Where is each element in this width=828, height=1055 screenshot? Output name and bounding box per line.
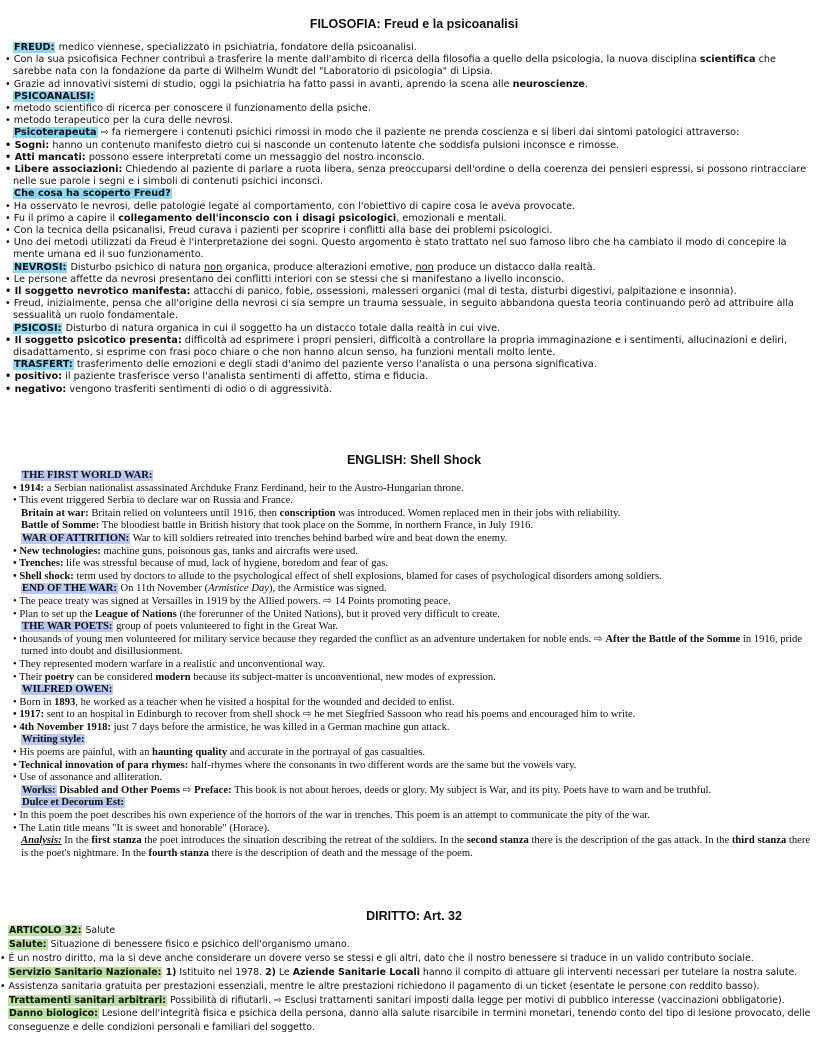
psicoterapeuta-line: Psicoterapeuta ⇨ fa riemergere i contenuti psichici rimossi in modo che il paziente ne prenda coscienza e si liberi dai sintomi patologici attraverso: <box>14 127 740 139</box>
works-line: Works: Disabled and Other Poems ⇨ Preface: This book is not about heroes, deeds or glory. My subject is War, and its pity. Poets have to warn and be truthful. <box>22 784 712 796</box>
english-section <box>0 452 828 860</box>
list-item: • In this poem the poet describes his own experience of the horrors of the war in trenches. This poem is an attempt to communicate the pity of the war. <box>13 810 650 822</box>
list-item: • Shell shock: term used by doctors to allude to the psychological effect of shell explosions, blamed for cases of psychological disorders among soldiers. <box>13 570 662 582</box>
list-item: • É un nostro diritto, ma la si deve anche considerare un dovere verso se stessi e gli altri, dato che il nostro benessere si traduce in un valido contributo sociale. <box>0 952 754 964</box>
list-item: • Grazie ad innovativi sistemi di studio, oggi la psichiatria ha fatto passi in avanti, aprendo la scena alle neuroscienze. <box>5 78 588 90</box>
freud-line: FREUD: medico viennese, specializzato in psichiatria, fondatore della psicoanalisi. <box>14 42 417 53</box>
psicosi-line: PSICOSI: Disturbo di natura organica in cui il soggetto ha un distacco totale dalla realtà in cui vive. <box>14 322 501 334</box>
list-item: • Uno dei metodi utilizzati da Freud è l'interpretazione dei sogni. Questo argomento è stato trattato nel suo famoso libro che ha cambiato il modo di concepire la mente umana ed il suo funzionamento. <box>5 237 787 261</box>
list-item: • positivo: il paziente trasferisce verso l'analista sentimenti di affetto, stima e fiducia. <box>5 371 429 383</box>
list-item: • thousands of young men volunteered for military service because they regarded the conflict as an adventure undertaken for noble ends. ⇨ After the Battle of the Somme in 1916, pride turned into doubt and disillusionment. <box>13 633 803 658</box>
list-item: • Le persone affette da nevrosi presentano dei conflitti interiori con se stessi che si manifestano a livello inconscio. <box>5 273 564 285</box>
poets-line: THE WAR POETS: group of poets volunteered to fight in the Great War. <box>22 621 339 633</box>
articolo-line: ARTICOLO 32: Salute <box>9 925 116 936</box>
transfert-line: TRASFERT: trasferimento delle emozioni e degli stadi d'animo del paziente verso l'analista o una persona significativa. <box>14 359 597 371</box>
filosofia-section <box>0 16 828 396</box>
list-item: • This event triggered Serbia to declare war on Russia and France. <box>13 495 294 507</box>
list-item: • Their poetry can be considered modern because its subject-matter is unconventional, new modes of expression. <box>13 671 496 683</box>
style-heading: Writing style: <box>22 734 85 746</box>
list-item: • Atti mancati: possono essere interpretati come un messaggio del nostro inconscio. <box>5 151 425 163</box>
list-item: • Born in 1893, he worked as a teacher when he visited a hospital for the wounded and decided to enlist. <box>13 696 455 708</box>
list-item: • 1914: a Serbian nationalist assassinated Archduke Franz Ferdinand, heir to the Austro-Hungarian throne. <box>13 482 464 494</box>
list-item: • His poems are painful, with an haunting quality and accurate in the portrayal of gas casualties. <box>13 747 426 759</box>
attrition-line: WAR OF ATTRITION: War to kill soldiers retreated into trenches behind barbed wire and beat down the enemy. <box>22 532 508 544</box>
somme-line: Battle of Somme: The bloodiest battle in British history that took place on the Somme, in northern France, in July 1916. <box>21 520 534 532</box>
list-item: • Sogni: hanno un contenuto manifesto dietro cui si nasconde un contenuto latente che soddisfa pulsioni inconsce e rimosse. <box>5 139 620 151</box>
dulce-heading: Dulce et Decorum Est: <box>22 797 125 809</box>
list-item: • Ha osservato le nevrosi, delle patologie legate al comportamento, con l'obiettivo di capire cosa le aveva provocate. <box>5 200 576 212</box>
list-item: • Use of assonance and alliteration. <box>13 772 163 784</box>
list-item: • The peace treaty was signed at Versailles in 1919 by the Allied powers. ⇨ 14 Points promoting peace. <box>13 595 451 607</box>
english-title: ENGLISH: Shell Shock <box>346 453 482 467</box>
list-item: • metodo scientifico di ricerca per conoscere il funzionamento della psiche. <box>5 103 371 115</box>
list-item: • Plan to set up the League of Nations (the forerunner of the United Nations), but it proved very difficult to create. <box>13 608 500 620</box>
list-item: • metodo terapeutico per la cura delle nevrosi. <box>5 115 234 127</box>
list-item: • Il soggetto nevrotico manifesta: attacchi di panico, fobie, ossessioni, malesseri organici (mal di testa, disturbi digestivi, palpitazione e insonnia). <box>5 286 737 298</box>
list-item: • Libere associazioni: Chiedendo al paziente di parlare a ruota libera, senza preoccuparsi dell'ordine o della coerenza dei pensieri espressi, si possono rintracciare nelle sue parole i segni e i simboli di contenuti psichici inconsci. <box>5 164 807 188</box>
list-item: • Fu il primo a capire il collegamento dell'inconscio con i disagi psicologici, emozionali e mentali. <box>5 212 507 224</box>
list-item: • negativo: vengono trasferiti sentimenti di odio o di aggressività. <box>5 383 333 395</box>
list-item: • The Latin title means "It is sweet and honorable" (Horace). <box>13 822 270 834</box>
list-item: • Technical innovation of para rhymes: half-rhymes where the consonants in two different words are the same but the vowels vary. <box>13 759 577 771</box>
salute-line: Salute: Situazione di benessere fisico e psichico dell'organismo umano. <box>9 938 350 950</box>
list-item: • Trenches: life was stressful because of mud, lack of hygiene, boredom and fear of gas. <box>13 558 388 570</box>
scoperto-heading: Che cosa ha scoperto Freud? <box>14 188 171 200</box>
list-item: • Con la tecnica della psicanalisi, Freud curava i pazienti per scoprire i conflitti alla base dei problemi psicologici. <box>5 225 553 237</box>
list-item: • Freud, inizialmente, pensa che all'origine della nevrosi ci sia sempre un trauma sessuale, in seguito abbandona questa teoria continuando però ad attribuire alla sessualità un ruolo fondamentale. <box>5 298 794 322</box>
danno-line: Danno biologico: Lesione dell'integrità fisica e psichica della persona, danno alla salute risarcibile in termini monetari, tenendo conto del tipo di lesione provocato, delle conseguenze e delle condizioni personali e familiari del soggetto. <box>8 1008 811 1034</box>
list-item: • Assistenza sanitaria gratuita per prestazioni essenziali, mentre le altre prestazioni richiedono il pagamento di un ticket (esentate le persone con reddito basso). <box>0 980 760 992</box>
end-war-line: END OF THE WAR: On 11th November (Armistice Day), the Armistice was signed. <box>22 583 387 595</box>
tsa-line: Trattamenti sanitari arbitrari: Possibilità di rifiutarli. ⇨ Esclusi trattamenti sanitari imposti dalla legge per motivi di pubblico interesse (vaccinazioni obbligatorie). <box>9 994 785 1006</box>
filosofia-title: FILOSOFIA: Freud e la psicoanalisi <box>309 17 519 31</box>
fww-heading: THE FIRST WORLD WAR: <box>22 470 153 481</box>
diritto-title: DIRITTO: Art. 32 <box>366 909 462 923</box>
list-item: • New technologies: machine guns, poisonous gas, tanks and aircrafts were used. <box>13 545 358 557</box>
list-item: • They represented modern warfare in a realistic and unconventional way. <box>13 658 325 670</box>
list-item: • 4th November 1918: just 7 days before the armistice, he was killed in a German machine gun attack. <box>13 721 450 733</box>
analysis-line: Analysis: In the first stanza the poet introduces the situation describing the retreat of the soldiers. In the second stanza there is the description of the gas attack. In the third stanza there is the poet's nightmare. In the fourth stanza there is the description of death and the message of the poem. <box>21 835 811 859</box>
list-item: • Con la sua psicofisica Fechner contribuì a trasferire la mente dall'ambito di ricerca della filosofia a quello della psicologia, la nuova disciplina scientifica che sarebbe nata con la fondazione da parte di Wilhelm Wundt del "Laboratorio di psicologia" di Lipsia. <box>5 54 777 78</box>
diritto-section <box>0 908 828 1035</box>
psicoanalisi-heading: PSICOANALISI: <box>14 90 95 102</box>
list-item: • 1917: sent to an hospital in Edinburgh to recover from shell shock ⇨ he met Siegfried Sassoon who read his poems and encouraged him to write. <box>13 709 636 721</box>
owen-heading: WILFRED OWEN: <box>22 684 113 696</box>
ssn-line: Servizio Sanitario Nazionale: 1) Istituito nel 1978. 2) Le Aziende Sanitarie Locali hanno il compito di attuare gli interventi necessari per tutelare la nostra salute. <box>9 966 798 978</box>
list-item: • Il soggetto psicotico presenta: difficoltà ad esprimere i propri pensieri, difficoltà a controllare la propria immaginazione e i sentimenti, allucinazioni e deliri, disadattamento, si esprime con frasi poco chiare o che non hanno alcun senso, ha funzioni mentali molto lente. <box>5 334 788 359</box>
britain-line: Britain at war: Britain relied on volunteers until 1916, then conscription was introduced. Women replaced men in their jobs with reliability. <box>21 507 621 519</box>
nevrosi-line: NEVROSI: Disturbo psichico di natura non organica, produce alterazioni emotive, non produce un distacco dalla realtà. <box>14 261 596 273</box>
